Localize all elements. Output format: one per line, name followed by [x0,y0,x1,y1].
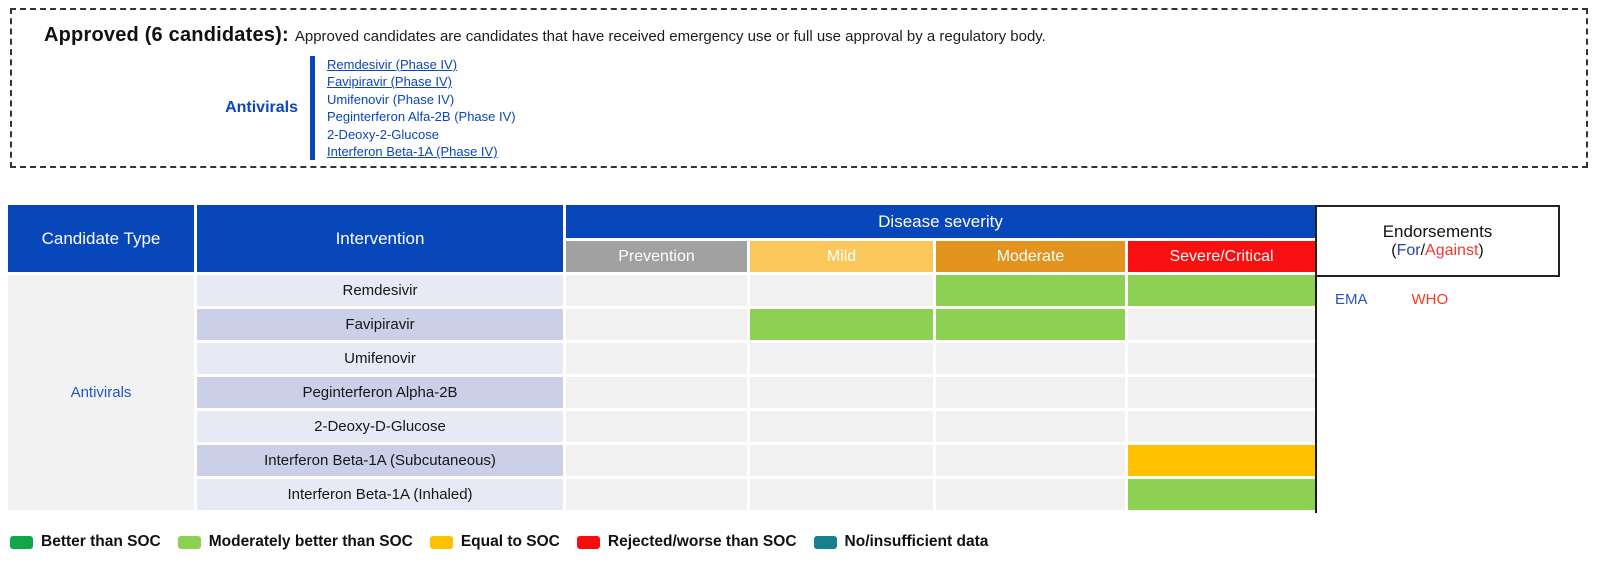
approved-panel-heading [44,24,1566,47]
link-umifenovir[interactable]: Umifenovir (Phase IV) [327,91,455,107]
intervention-cell: Interferon Beta-1A (Subcutaneous) [197,445,563,476]
intervention-cell: Remdesivir [197,275,563,306]
approved-title: Approved (6 candidates): [44,24,289,46]
severity-cell [750,445,933,476]
approved-description: Approved candidates are candidates that have received emergency use or full use approval by a regulatory body. [294,28,1046,45]
severity-cell [566,479,747,510]
severity-cell [936,445,1125,476]
link-2-deoxy-2-glucose[interactable]: 2-Deoxy-2-Glucose [327,126,439,142]
header-candidate-type: Candidate Type [8,205,194,272]
endorsements-against-label: Against [1425,242,1479,259]
severity-cell [1128,479,1315,510]
severity-cell [1128,309,1315,340]
severity-cell [1128,377,1315,408]
severity-cell [936,377,1125,408]
legend-item [178,533,413,551]
severity-cell [936,343,1125,374]
antivirals-group-label: Antivirals [225,99,298,117]
link-remdesivir[interactable]: Remdesivir (Phase IV) [327,57,458,72]
legend-label: No/insufficient data [844,533,989,550]
header-intervention: Intervention [197,205,563,272]
severity-cell [566,309,747,340]
severity-matrix-section [8,205,1592,515]
severity-cell [1128,343,1315,374]
endorsement-ema: EMA [1335,291,1368,308]
legend-item [814,533,989,551]
header-moderate: Moderate [936,241,1125,272]
legend-swatch-equal [430,536,453,549]
severity-cell [750,411,933,442]
legend-label: Rejected/worse than SOC [607,533,797,550]
legend-swatch-better [10,536,33,549]
severity-cell [566,445,747,476]
endorsement-values-row [1335,284,1555,315]
severity-cell [936,479,1125,510]
intervention-cell: 2-Deoxy-D-Glucose [197,411,563,442]
candidate-link-list [327,56,516,160]
endorsements-for-label: For [1396,242,1421,259]
severity-cell [566,411,747,442]
legend-label: Better than SOC [41,533,161,550]
severity-cell [750,343,933,374]
link-interferon-beta-1a[interactable]: Interferon Beta-1A (Phase IV) [327,144,498,160]
link-peginterferon[interactable]: Peginterferon Alfa-2B (Phase IV) [327,109,516,125]
intervention-cell: Umifenovir [197,343,563,374]
intervention-cell: Favipiravir [197,309,563,340]
severity-cell [1128,275,1315,306]
header-mild: Mild [750,241,933,272]
severity-cell [936,411,1125,442]
severity-cell [1128,411,1315,442]
legend-label: Equal to SOC [460,533,560,550]
intervention-cell: Peginterferon Alpha-2B [197,377,563,408]
candidate-type-value: Antivirals [8,275,194,510]
header-prevention: Prevention [566,241,747,272]
legend-item [10,533,161,551]
severity-cell [750,309,933,340]
link-favipiravir[interactable]: Favipiravir (Phase IV) [327,74,452,90]
endorsement-who: WHO [1411,291,1449,308]
endorsements-header-box [1315,205,1560,277]
severity-cell [936,309,1125,340]
group-divider-bar [310,56,315,160]
header-severe-critical: Severe/Critical [1128,241,1315,272]
legend-swatch-no-data [814,536,837,549]
severity-cell [750,377,933,408]
approved-panel [10,8,1588,168]
endorsements-close-paren: ) [1478,242,1484,259]
severity-cell [750,479,933,510]
legend-swatch-moderately-better [178,536,201,549]
severity-cell [566,275,747,306]
legend-swatch-rejected [577,536,600,549]
severity-cell [566,343,747,374]
endorsements-title: Endorsements [1382,222,1493,241]
severity-cell [1128,445,1315,476]
endorsements-subtitle [1391,242,1483,260]
endorsements-slash: / [1420,242,1426,259]
severity-cell [566,377,747,408]
legend-label: Moderately better than SOC [208,533,413,550]
antivirals-group-row [192,56,1566,160]
severity-cell [936,275,1125,306]
legend-item [577,533,797,551]
header-disease-severity: Disease severity [566,205,1315,238]
legend [10,533,988,551]
intervention-cell: Interferon Beta-1A (Inhaled) [197,479,563,510]
severity-cell [750,275,933,306]
legend-item [430,533,560,551]
endorsements-open-paren: ( [1391,242,1397,259]
